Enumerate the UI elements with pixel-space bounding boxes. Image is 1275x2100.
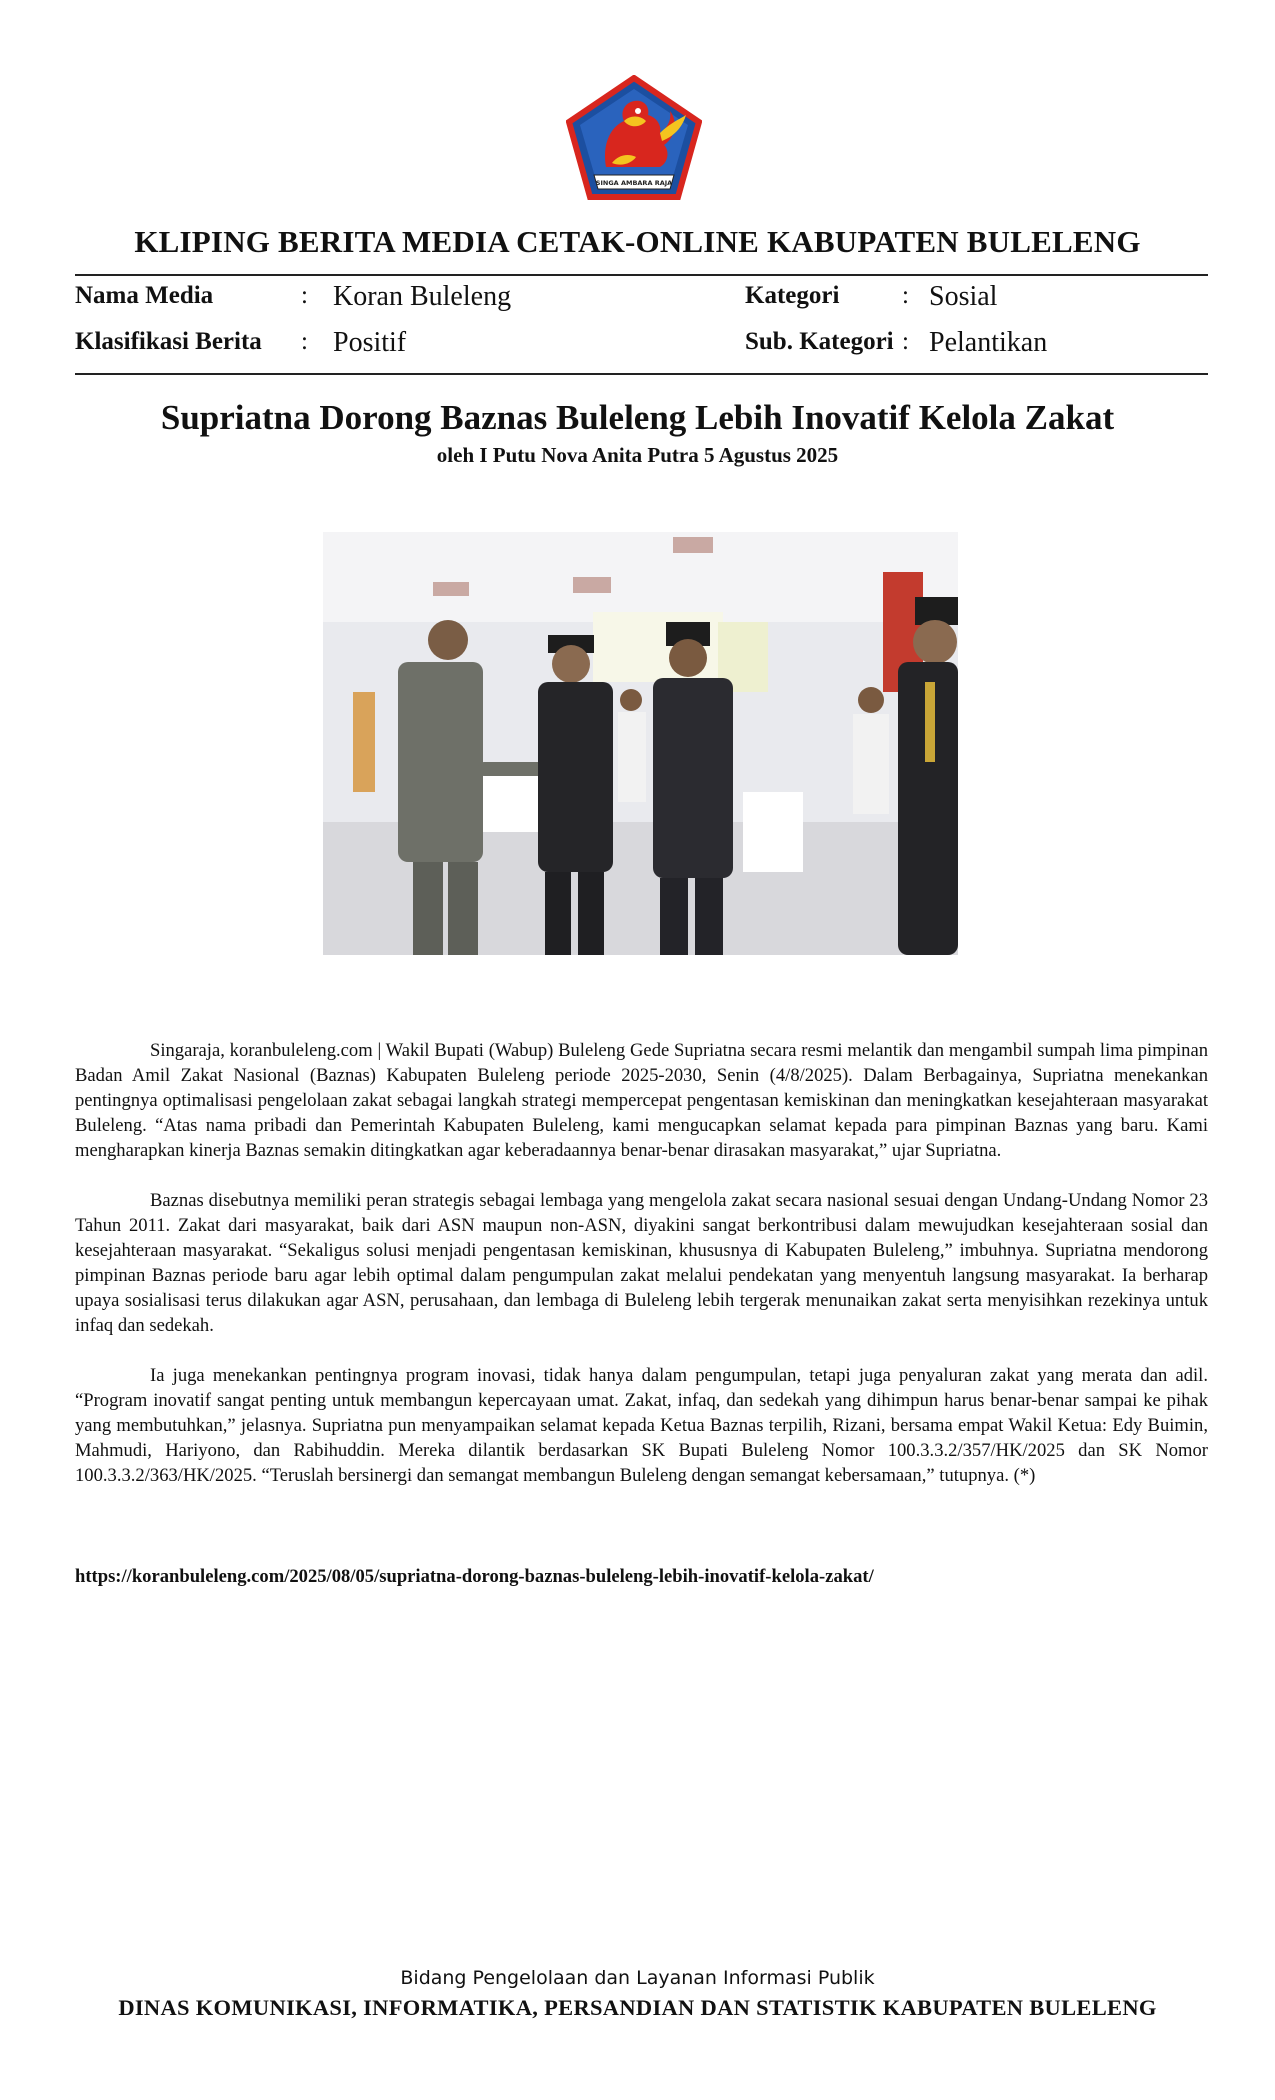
kategori-label: Kategori	[745, 282, 840, 309]
article-body	[75, 1038, 1208, 1513]
sub-kategori-label: Sub. Kategori	[745, 328, 894, 355]
footer-division: Bidang Pengelolaan dan Layanan Informasi Publik	[400, 1967, 875, 1989]
sub-kategori-value: Pelantikan	[929, 327, 1048, 358]
nama-media-colon: :	[301, 282, 308, 309]
sub-kategori-colon: :	[902, 328, 909, 355]
article-paragraph-2: Baznas disebutnya memiliki peran strategis sebagai lembaga yang mengelola zakat secara nasional sesuai dengan Undang-Undang Nomor 23 Tahun 2011. Zakat dari masyarakat, baik dari ASN maupun non-ASN, diyakini sangat berkontribusi dalam mewujudkan kesejahteraan sosial dan kesejahteraan masyarakat. “Sekaligus solusi menjadi pengentasan kemiskinan, khususnya di Kabupaten Buleleng,” imbuhnya. Supriatna mendorong pimpinan Baznas periode baru agar lebih optimal dalam pengumpulan zakat melalui pendekatan yang menyentuh langsung masyarakat. Ia berharap upaya sosialisasi terus dilakukan agar ASN, perusahaan, dan lembaga di Buleleng lebih tergerak menunaikan zakat serta menyisihkan rezekinya untuk infaq dan sedekah.	[75, 1190, 1208, 1336]
klasifikasi-berita-value: Positif	[333, 327, 407, 358]
kategori-colon: :	[902, 282, 909, 309]
header-divider	[75, 274, 1208, 276]
article-paragraph-1: Singaraja, koranbuleleng.com | Wakil Bupati (Wabup) Buleleng Gede Supriatna secara resmi melantik dan mengambil sumpah lima pimpinan Badan Amil Zakat Nasional (Baznas) Kabupaten Buleleng periode 2025-2030, Senin (4/8/2025). Dalam Berbagainya, Supriatna menekankan pentingnya optimalisasi pengelolaan zakat sebagai langkah strategi mempercepat pengentasan kemiskinan dan meningkatkan kesejahteraan masyarakat Buleleng. “Atas nama pribadi dan Pemerintah Kabupaten Buleleng, kami mengucapkan selamat kepada para pimpinan Baznas yang baru. Kami mengharapkan kinerja Baznas semakin ditingkatkan agar keberadaannya benar-benar dirasakan masyarakat,” ujar Supriatna.	[75, 1040, 1208, 1161]
article-byline: oleh I Putu Nova Anita Putra 5 Agustus 2025	[436, 443, 839, 467]
nama-media-value: Koran Buleleng	[333, 281, 512, 312]
klasifikasi-berita-label: Klasifikasi Berita	[75, 328, 262, 355]
nama-media-label: Nama Media	[75, 282, 214, 309]
klasifikasi-berita-colon: :	[301, 328, 308, 355]
document-header-title: KLIPING BERITA MEDIA CETAK-ONLINE KABUPATEN BULELENG	[134, 224, 1141, 259]
article-photo	[323, 532, 958, 955]
article-title: Supriatna Dorong Baznas Buleleng Lebih Inovatif Kelola Zakat	[160, 398, 1115, 437]
article-paragraph-3: Ia juga menekankan pentingnya program inovasi, tidak hanya dalam pengumpulan, tetapi juga penyaluran zakat yang merata dan adil. “Program inovatif sangat penting untuk membangun kepercayaan umat. Zakat, infaq, dan sedekah yang dihimpun harus benar-benar sampai ke pihak yang membutuhkan,” jelasnya. Supriatna pun menyampaikan selamat kepada Ketua Baznas terpilih, Rizani, bersama empat Wakil Ketua: Edy Buimin, Mahmudi, Hariyono, dan Rabihuddin. Mereka dilantik berdasarkan SK Bupati Buleleng Nomor 100.3.3.2/357/HK/2025 dan SK Nomor 100.3.3.2/363/HK/2025. “Teruslah bersinergi dan semangat membangun Buleleng dengan semangat kebersamaan,” tutupnya. (*)	[75, 1365, 1208, 1486]
meta-divider	[75, 373, 1208, 375]
footer-agency: DINAS KOMUNIKASI, INFORMATIKA, PERSANDIAN DAN STATISTIK KABUPATEN BULELENG	[118, 1995, 1157, 2020]
buleleng-regency-logo	[566, 75, 702, 201]
source-url-link[interactable]: https://koranbuleleng.com/2025/08/05/supriatna-dorong-baznas-buleleng-lebih-inovatif-kelola-zakat/	[75, 1566, 874, 1587]
kategori-value: Sosial	[929, 281, 998, 312]
logo-caption: SINGA AMBARA RAJA	[595, 179, 673, 187]
